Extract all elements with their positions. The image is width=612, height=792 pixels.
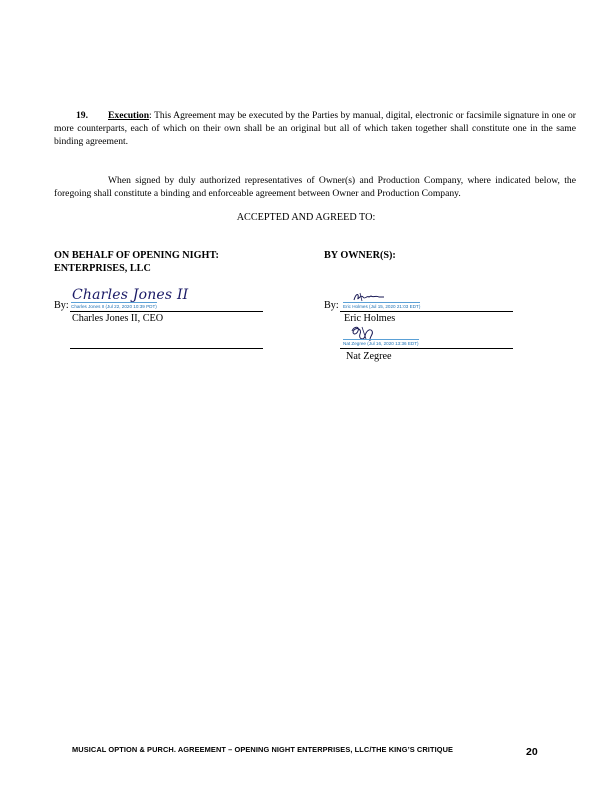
left-second-signature-line xyxy=(70,348,263,349)
left-signature-stamp: Charles Jones II (Jul 22, 2020 10:39 PDT) xyxy=(71,303,157,309)
right-party-heading: BY OWNER(S): xyxy=(324,250,396,261)
accepted-heading: ACCEPTED AND AGREED TO: xyxy=(236,212,376,223)
section-title: Execution xyxy=(108,110,150,121)
left-signature-line xyxy=(70,311,263,312)
left-signature-script: Charles Jones II xyxy=(72,287,189,303)
eric-holmes-name: Eric Holmes xyxy=(344,313,396,324)
right-by-label: By: xyxy=(324,300,339,311)
left-by-label: By: xyxy=(54,300,69,311)
right-signature-line-1 xyxy=(340,311,513,312)
left-party-heading-line1: ON BEHALF OF OPENING NIGHT: xyxy=(54,250,219,261)
section-number: 19. xyxy=(76,110,88,121)
left-signer-name: Charles Jones II, CEO xyxy=(72,313,164,324)
signed-by-paragraph xyxy=(54,175,576,201)
right-signature-line-2 xyxy=(340,348,513,349)
page-number: 20 xyxy=(526,746,538,758)
left-party-heading-line2: ENTERPRISES, LLC xyxy=(54,263,151,274)
section-body: : This Agreement may be executed by the Parties by manual, digital, electronic or facsimile signature in one or more counterparts, each of which on their own shall be an original but all of which taken together shall constitute one in the same binding agreement. xyxy=(54,110,576,147)
footer-text: MUSICAL OPTION & PURCH. AGREEMENT – OPENING NIGHT ENTERPRISES, LLC/THE KING’S CRITIQUE xyxy=(72,745,454,754)
nat-zegree-name: Nat Zegree xyxy=(346,351,392,362)
signed-by-text: When signed by duly authorized representatives of Owner(s) and Production Company, where indicated below, the foregoing shall constitute a binding and enforceable agreement between Owner and Production Company. xyxy=(54,175,576,199)
eric-holmes-signature-stamp: Eric Holmes (Jul 15, 2020 21:03 EDT) xyxy=(343,303,421,309)
nat-zegree-signature-stamp: Nat Zegree (Jul 16, 2020 13:36 EDT) xyxy=(343,340,419,346)
left-party-heading xyxy=(54,249,274,275)
section-19-paragraph xyxy=(54,110,576,148)
